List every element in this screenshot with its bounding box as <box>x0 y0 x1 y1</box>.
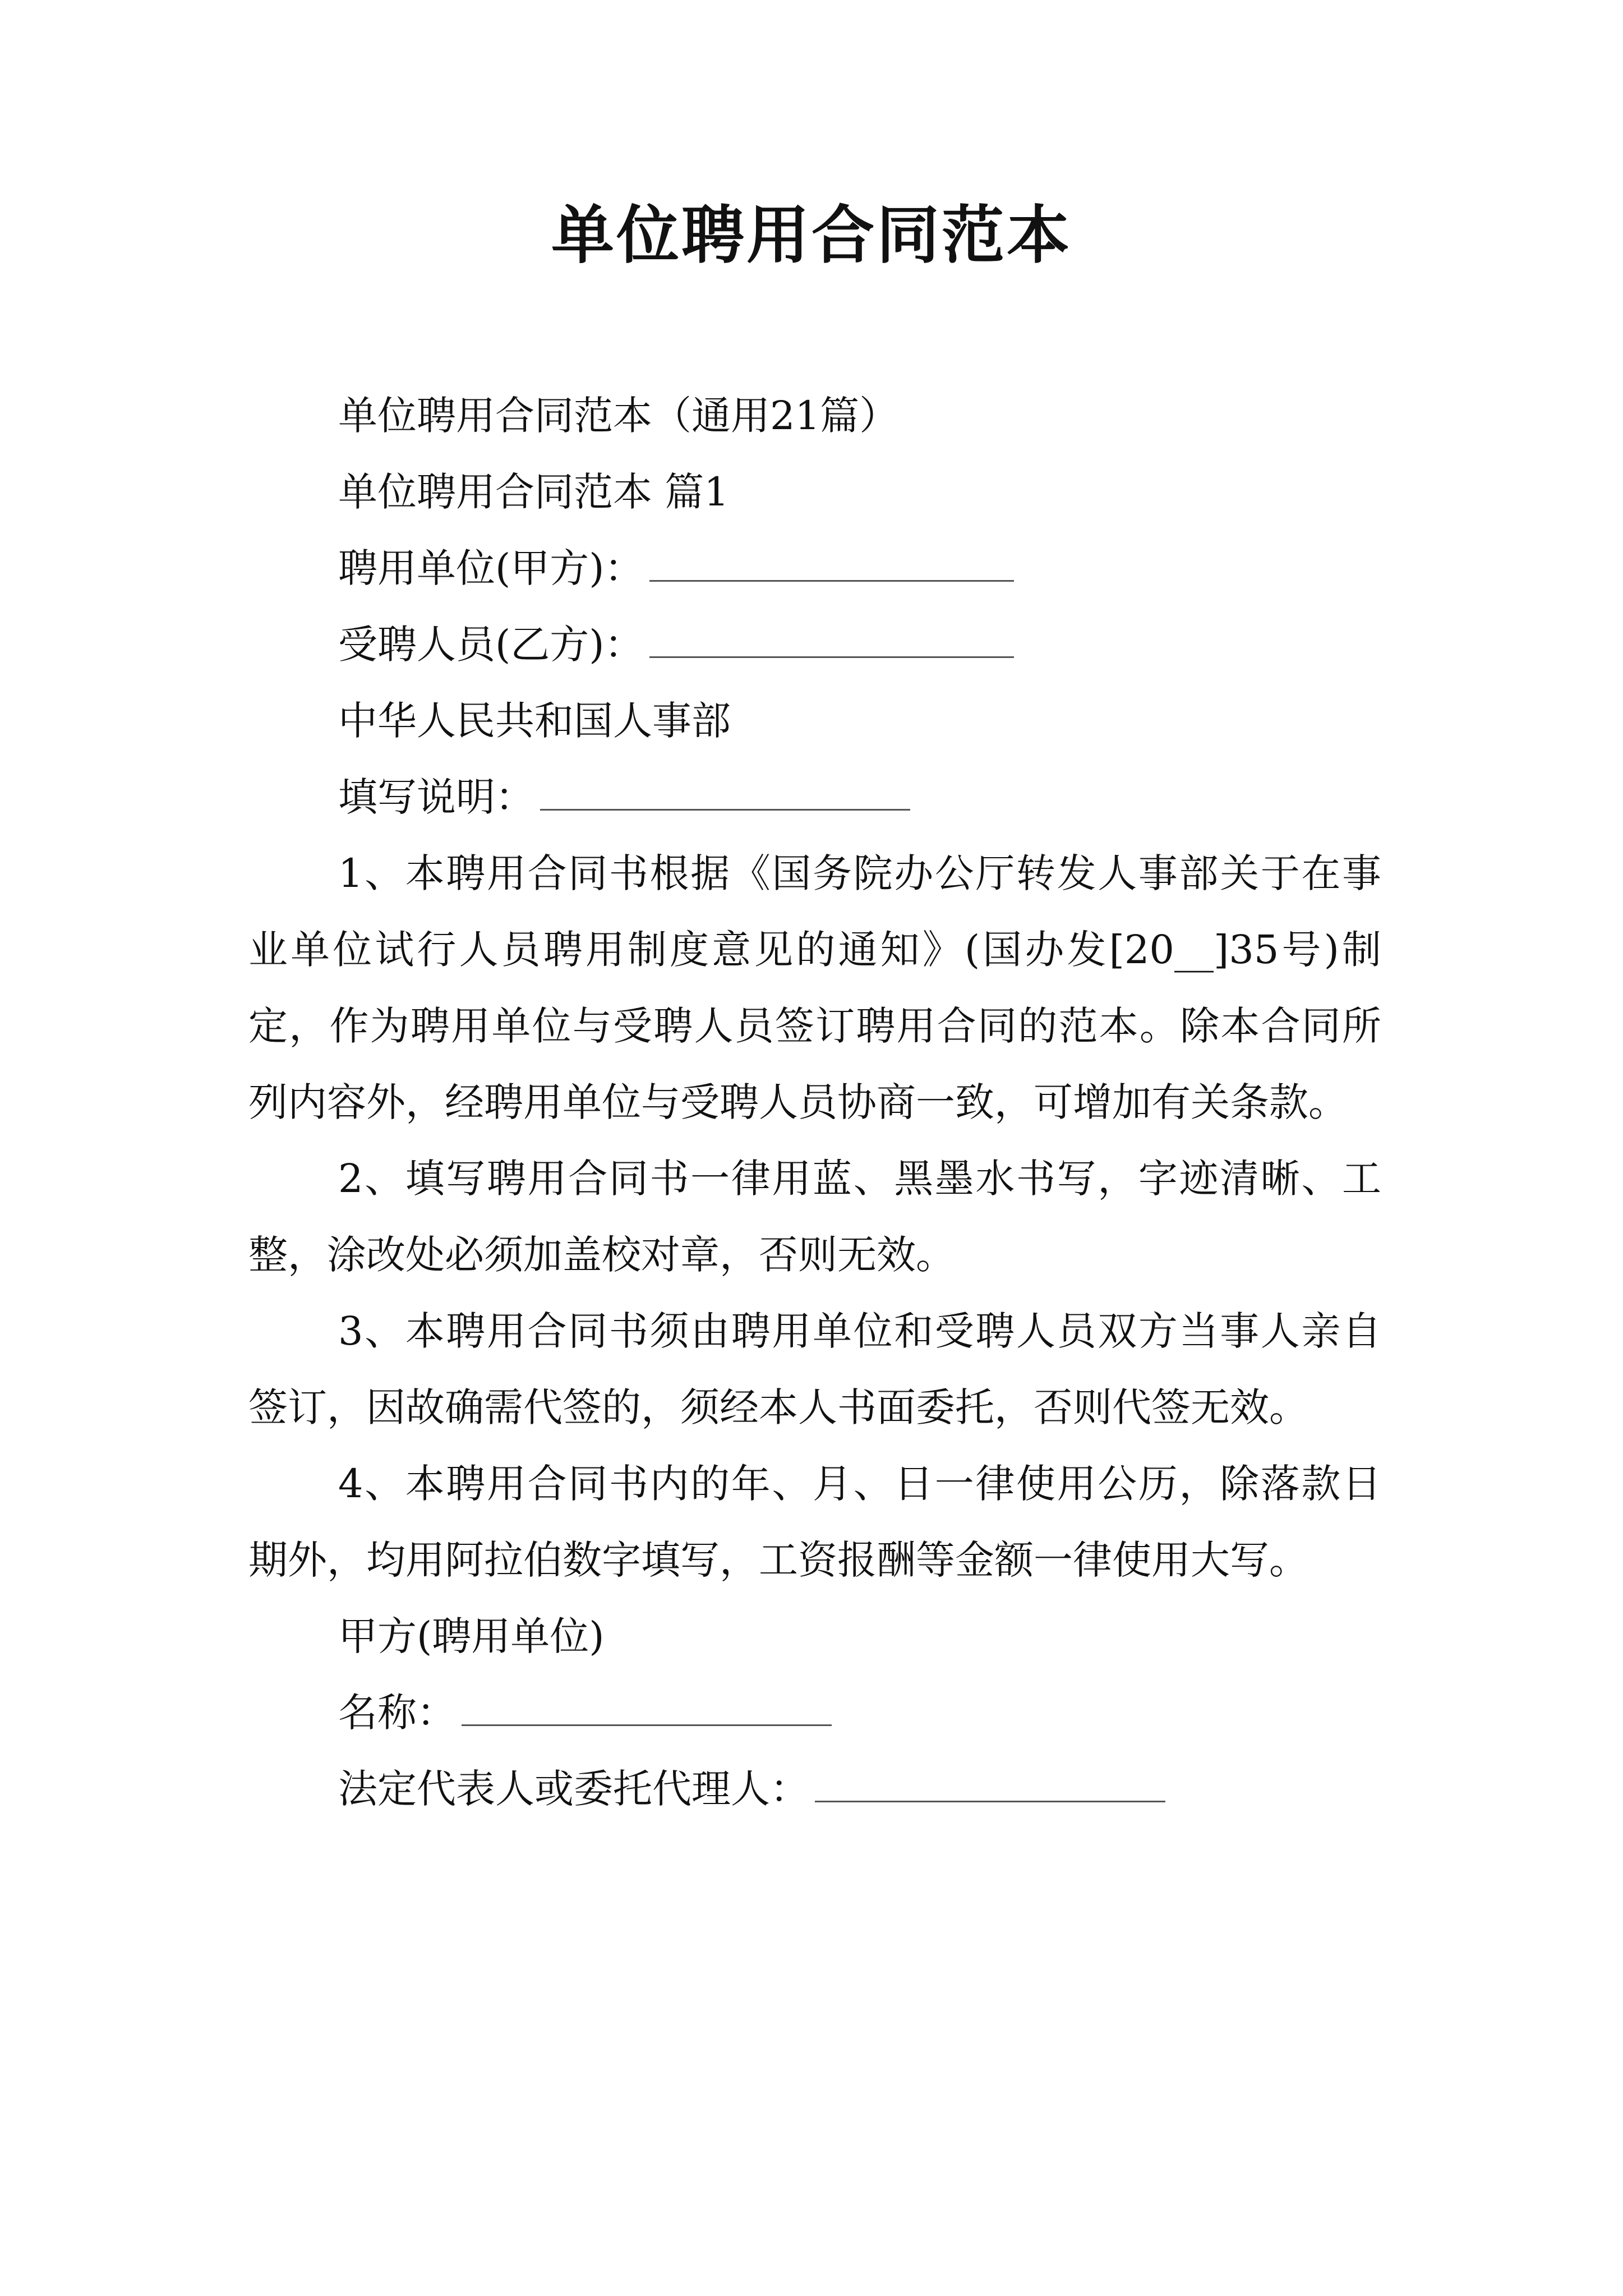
instruction-paragraph-4: 4、本聘用合同书内的年、月、日一律使用公历，除落款日期外，均用阿拉伯数字填写，工资报酬等金额一律使用大写。 <box>248 1461 1381 1583</box>
instruction-paragraph-2: 2、填写聘用合同书一律用蓝、黑墨水书写，字迹清晰、工整，涂改处必须加盖校对章，否则无效。 <box>248 1156 1381 1278</box>
name-line <box>248 1674 1381 1751</box>
instructions-line <box>248 759 1381 835</box>
subtitle-line <box>248 378 1381 454</box>
issuer: 中华人民共和国人事部 <box>338 698 731 744</box>
document-body <box>248 378 1381 1827</box>
employee-label: 受聘人员(乙方)： <box>338 622 644 668</box>
issuer-line <box>248 683 1381 759</box>
employee-line <box>248 606 1381 683</box>
representative-label: 法定代表人或委托代理人： <box>338 1766 809 1812</box>
instructions-label: 填写说明： <box>338 774 534 820</box>
employer-blank-field[interactable] <box>649 579 1014 582</box>
section-heading: 单位聘用合同范本 篇1 <box>338 469 729 515</box>
name-blank-field[interactable] <box>462 1724 832 1726</box>
instructions-blank-field[interactable] <box>540 808 910 811</box>
employer-label: 聘用单位(甲方)： <box>338 545 644 591</box>
representative-blank-field[interactable] <box>815 1800 1165 1802</box>
name-label: 名称： <box>338 1690 456 1736</box>
representative-line <box>248 1751 1381 1827</box>
subtitle: 单位聘用合同范本（通用21篇） <box>338 393 899 439</box>
section-heading-line <box>248 454 1381 530</box>
instruction-paragraph-1: 1、本聘用合同书根据《国务院办公厅转发人事部关于在事业单位试行人员聘用制度意见的通知》(国办发[20__]35号)制定，作为聘用单位与受聘人员签订聘用合同的范本。除本合同所列内容外，经聘用单位与受聘人员协商一致，可增加有关条款。 <box>248 850 1381 1125</box>
employer-line <box>248 530 1381 606</box>
instruction-paragraph-3: 3、本聘用合同书须由聘用单位和受聘人员双方当事人亲自签订，因故确需代签的，须经本人书面委托，否则代签无效。 <box>248 1308 1381 1430</box>
employee-blank-field[interactable] <box>649 656 1014 658</box>
party-a-heading-line <box>248 1598 1381 1674</box>
party-a-heading: 甲方(聘用单位) <box>338 1613 605 1659</box>
document-title: 单位聘用合同范本 <box>551 199 1072 272</box>
